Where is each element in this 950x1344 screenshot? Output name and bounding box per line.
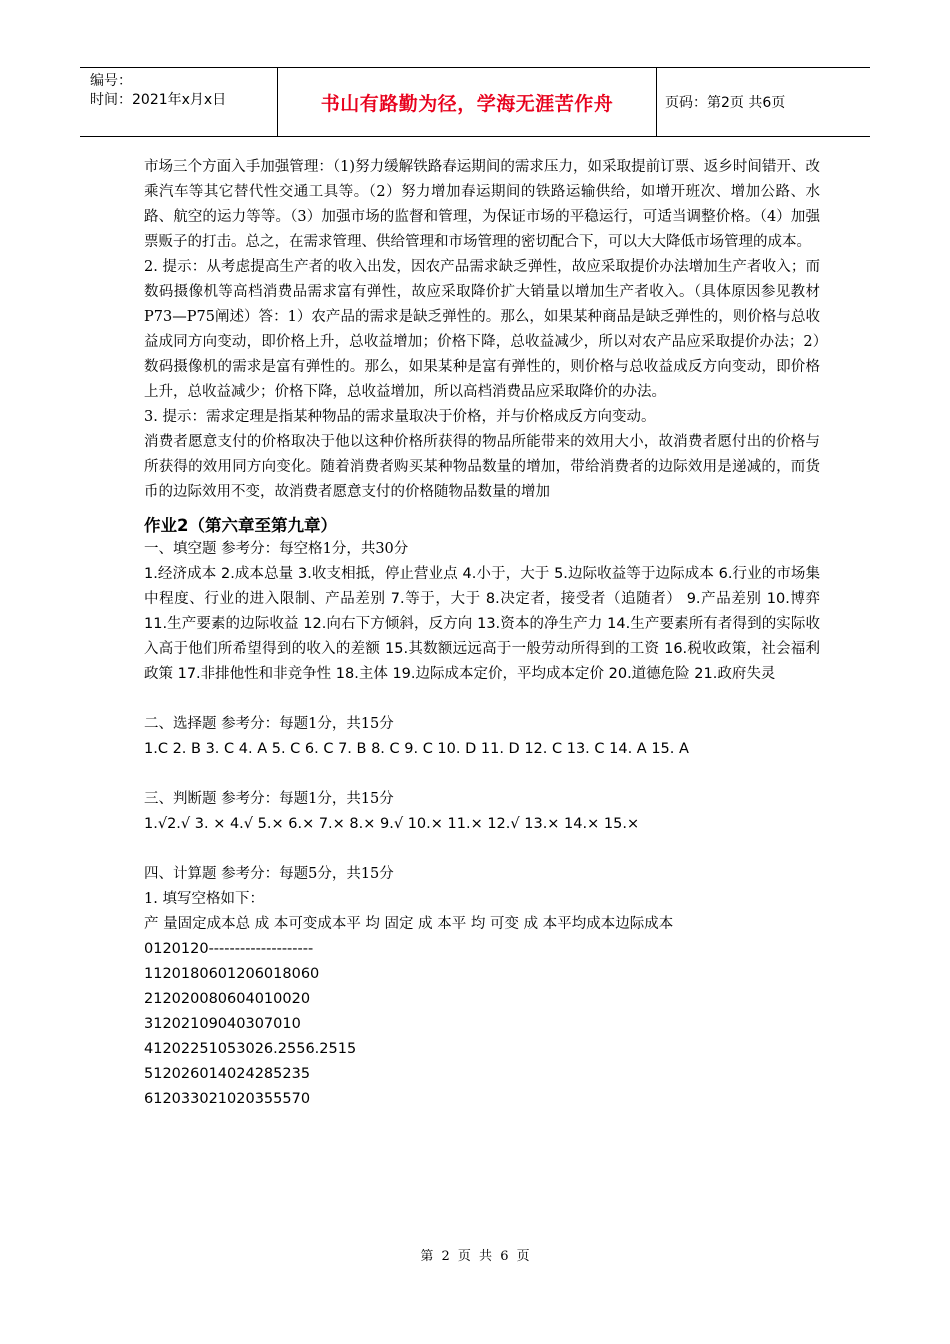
section2-answers: 1.C 2. B 3. C 4. A 5. C 6. C 7. B 8. C 9. C 10. D 11. D 12. C 13. C 14. A 15. A [144, 741, 689, 757]
section1-answers: 1.经济成本 2.成本总量 3.收支相抵，停止营业点 4.小于，大于 5.边际收益等于边际成本 6.行业的市场集中程度、行业的进入限制、产品差别 7.等于，大于 8.决定者，接受者（追随者） 9.产品差别 10.博弈 11.生产要素的边际收益 12.向右下方倾斜，反方向 13.资本的净生产力 14.生产要素所有者得到的实际收入高于他们所希望得到的收入的差额 15.其数额远远高于一般劳动所得到的工资 16.税收政策，社会福利政策 17.非排他性和非竞争性 18.主体 19.边际成本定价，平均成本定价 20.道德危险 21.政府失灵 [144, 566, 820, 682]
cost-table-row: 1120180601206018060 [144, 966, 320, 982]
section2-title: 二、选择题 参考分：每题1分，共15分 [144, 716, 394, 732]
header-meta [80, 68, 278, 136]
doc-time-label: 时间：2021年x月x日 [90, 92, 227, 108]
section4-item1: 1. 填写空格如下： [144, 891, 264, 907]
cost-table-row: 41202251053026.2556.2515 [144, 1041, 357, 1057]
cost-table-row: 31202109040307010 [144, 1016, 301, 1032]
section4-title: 四、计算题 参考分：每题5分，共15分 [144, 866, 394, 882]
header-page-label: 页码：第2页 共6页 [665, 95, 786, 111]
intro-paragraph-1: 市场三个方面入手加强管理：（1)努力缓解铁路春运期间的需求压力，如采取提前订票、返乡时间错开、改乘汽车等其它替代性交通工具等。（2）努力增加春运期间的铁路运输供给，如增开班次、增加公路、水路、航空的运力等等。（3）加强市场的监督和管理，为保证市场的平稳运行，可适当调整价格。（4）加强票贩子的打击。总之，在需求管理、供给管理和市场管理的密切配合下，可以大大降低市场管理的成本。 [144, 159, 820, 250]
intro-paragraph-3: 3. 提示：需求定理是指某种物品的需求量取决于价格，并与价格成反方向变动。 [144, 409, 656, 425]
header-motto: 书山有路勤为径，学海无涯苦作舟 [278, 68, 657, 136]
cost-table-row: 212020080604010020 [144, 991, 311, 1007]
intro-paragraph-4: 消费者愿意支付的价格取决于他以这种价格所获得的物品所能带来的效用大小，故消费者愿付出的价格与所获得的效用同方向变化。随着消费者购买某种物品数量的增加，带给消费者的边际效用是递减的，而货币的边际效用不变，故消费者愿意支付的价格随物品数量的增加 [144, 434, 820, 500]
doc-number-label: 编号： [90, 73, 132, 89]
cost-table-row: 0120120-------------------- [144, 941, 314, 957]
section3-title: 三、判断题 参考分：每题1分，共15分 [144, 791, 394, 807]
cost-table-row: 612033021020355570 [144, 1091, 311, 1107]
page-footer: 第 2 页 共 6 页 [420, 1249, 530, 1264]
document-body [144, 155, 820, 1112]
page-header [80, 67, 870, 137]
cost-table-row: 512026014024285235 [144, 1066, 311, 1082]
section1-title: 一、填空题 参考分：每空格1分，共30分 [144, 541, 409, 557]
assignment-title: 作业2（第六章至第九章） [144, 516, 337, 535]
section3-answers: 1.√2.√ 3. × 4.√ 5.× 6.× 7.× 8.× 9.√ 10.× 11.× 12.√ 13.× 14.× 15.× [144, 816, 640, 832]
intro-paragraph-2: 2. 提示：从考虑提高生产者的收入出发，因农产品需求缺乏弹性，故应采取提价办法增加生产者收入；而数码摄像机等高档消费品需求富有弹性，故应采取降价扩大销量以增加生产者收入。（具体原因参见教材P73—P75阐述）答：1）农产品的需求是缺乏弹性的。那么，如果某种商品是缺乏弹性的，则价格与总收益成同方向变动，即价格上升，总收益增加；价格下降，总收益减少，所以对农产品应采取提价办法；2）数码摄像机的需求是富有弹性的。那么，如果某种是富有弹性的，则价格与总收益成反方向变动，即价格上升，总收益减少；价格下降，总收益增加，所以高档消费品应采取降价的办法。 [144, 259, 820, 400]
cost-table-header: 产 量固定成本总 成 本可变成本平 均 固定 成 本平 均 可变 成 本平均成本边际成本 [144, 916, 674, 932]
